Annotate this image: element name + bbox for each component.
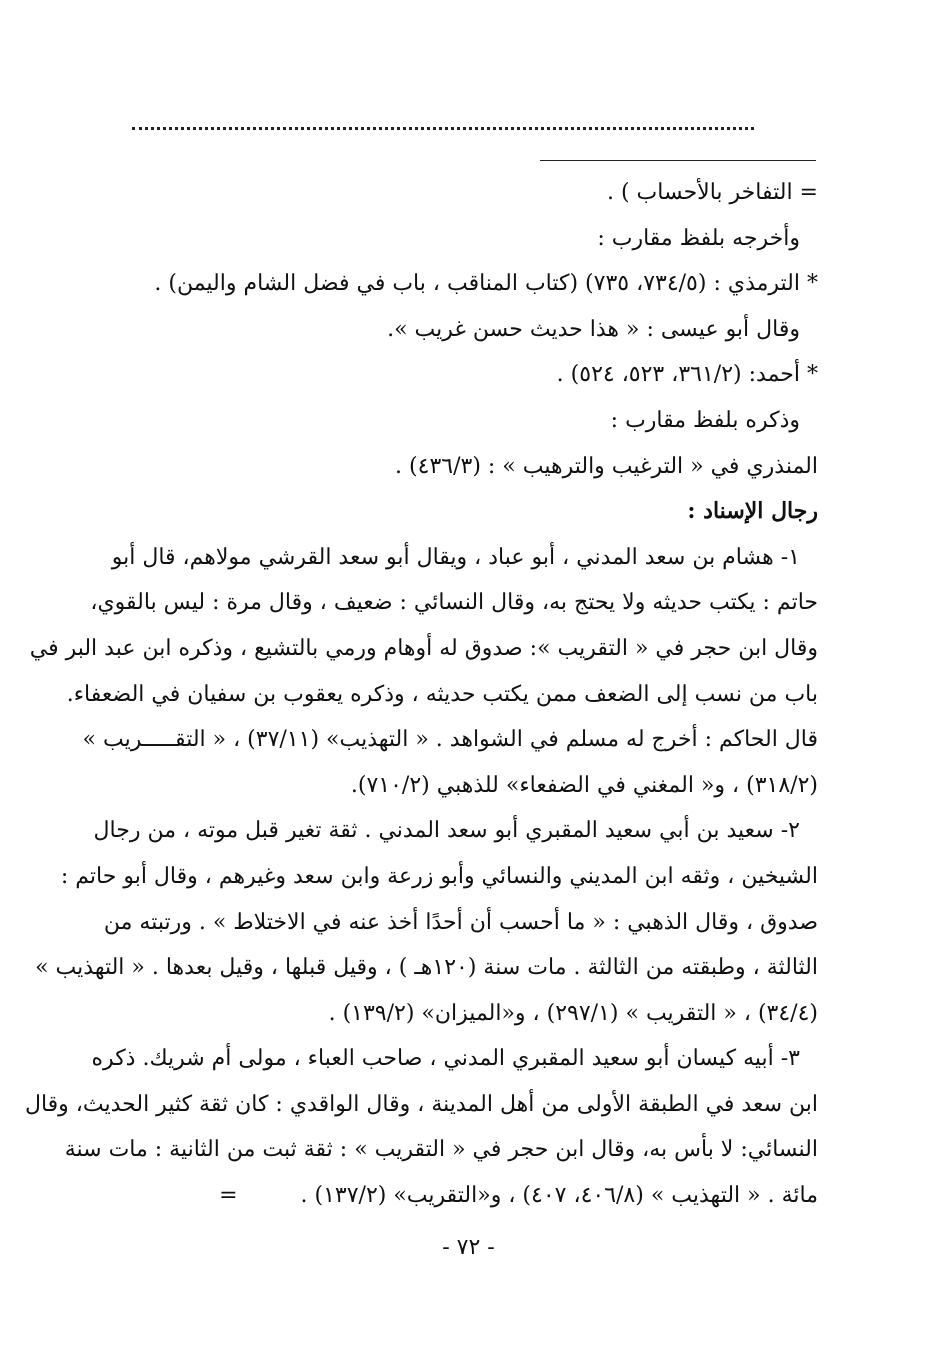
text-line: الشيخين ، وثقه ابن المديني والنسائي وأبو زرعة وابن سعد وغيرهم ، وقال أبو حاتم : [60,863,818,889]
text-line: الثالثة ، وطبقته من الثالثة . مات سنة (١٢٠هـ ) ، وقيل قبلها ، وقيل بعدها . « التهذيب » [35,955,818,981]
text-line: ١- هشام بن سعد المدني ، أبو عباد ، ويقال أبو سعد القرشي مولاهم، قال أبو [111,544,800,570]
text-line: وقال ابن حجر في « التقريب »: صدوق له أوهام ورمي بالتشيع ، وذكره ابن عبد البر في [29,635,818,661]
text-line: ابن سعد في الطبقة الأولى من أهل المدينة ، وقال الواقدي : كان ثقة كثير الحديث، وقال [24,1091,818,1117]
text-line: وذكره بلفظ مقارب : [610,407,800,433]
text-line: صدوق ، وقال الذهبي : « ما أحسب أن أحدًا أخذ عنه في الاختلاط » . ورتبته من [103,909,818,935]
dotted-separator [132,127,754,130]
text-line: النسائي: لا بأس به، وقال ابن حجر في « التقريب » : ثقة ثبت من الثانية : مات سنة [64,1137,818,1163]
text-line: مائة . « التهذيب » (٤٠٦/٨، ٤٠٧) ، و«التقريب» (١٣٧/٢) . = [219,1183,818,1209]
text-line: * الترمذي : (٧٣٤/٥، ٧٣٥) (كتاب المناقب ، باب في فضل الشام واليمن) . [154,271,818,297]
section-heading: رجال الإسناد : [687,498,818,525]
text-line: ٣- أبيه كيسان أبو سعيد المقبري المدني ، صاحب العباء ، مولى أم شريك. ذكره [91,1046,800,1072]
text-line: وأخرجه بلفظ مقارب : [597,225,800,251]
body-text [24,170,818,1219]
text-line: * أحمد: (٣٦١/٢، ٥٢٣، ٥٢٤) . [556,362,818,388]
text-line: باب من نسب إلى الضعف ممن يكتب حديثه ، وذكره يعقوب بن سفيان في الضعفاء. [66,681,818,707]
text-line: قال الحاكم : أخرج له مسلم في الشواهد . « التهذيب» (٣٧/١١) ، « التقـــــريب » [82,727,818,753]
footnote-rule [540,160,816,161]
text-line: وقال أبو عيسى : « هذا حديث حسن غريب ». [387,316,800,342]
text-line: المنذري في « الترغيب والترهيب » : (٤٣٦/٣) . [395,453,818,479]
text-line: (٣٤/٤) ، « التقريب » (٢٩٧/١) ، و«الميزان» (١٣٩/٢) . [328,1000,818,1026]
text-line: (٣١٨/٢) ، و« المغني في الضفعاء» للذهبي (٧١٠/٢). [350,772,818,798]
page-number: - ٧٢ - [442,1235,495,1260]
text-line: حاتم : يكتب حديثه ولا يحتج به، وقال النسائي : ضعيف ، وقال مرة : ليس بالقوي، [90,590,818,616]
text-line: = التفاخر بالأحساب ) . [606,180,818,205]
text-line: ٢- سعيد بن أبي سعيد المقبري أبو سعد المدني . ثقة تغير قبل موته ، من رجال [93,818,800,844]
